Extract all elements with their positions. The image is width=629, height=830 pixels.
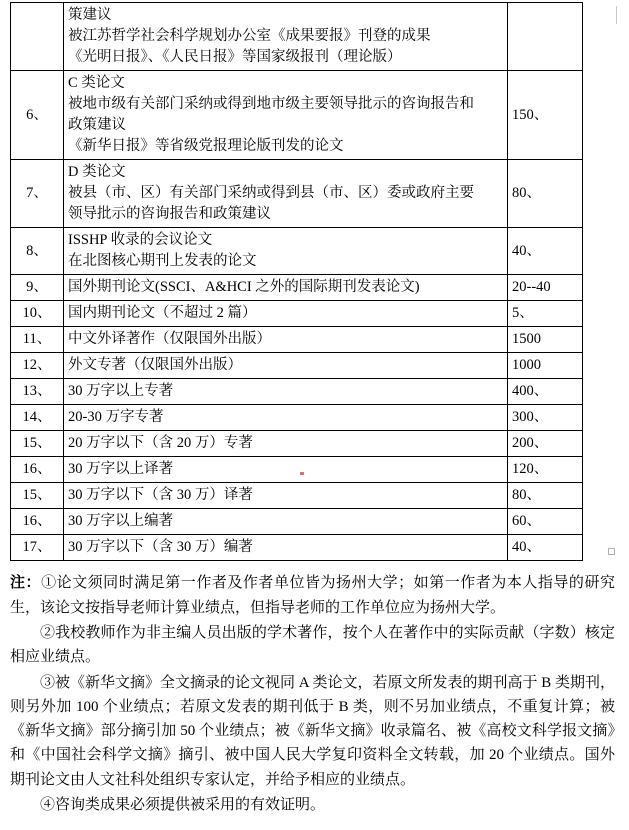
description-line: 领导批示的咨询报告和政策建议 [68, 206, 271, 223]
row-description [64, 327, 508, 353]
document-page [0, 2, 629, 830]
row-number: 11、 [11, 327, 64, 353]
table-row [11, 3, 583, 71]
description-line: 在北图核心期刊上发表的论文 [68, 253, 257, 270]
description-line: 被江苏哲学社会科学规划办公室《成果要报》刊登的成果 [68, 28, 431, 45]
row-description [64, 509, 508, 535]
note-item-3 [10, 671, 615, 792]
description-line: 30 万字以下（含 30 万）编著 [68, 539, 253, 556]
row-number: 14、 [11, 405, 64, 431]
row-score: 400、 [508, 379, 583, 405]
table-row [11, 301, 583, 327]
note-text: ①论文须同时满足第一作者及作者单位皆为扬州大学；如第一作者为本人指导的研究生，该论文按指导老师计算业绩点，但指导老师的工作单位应为扬州大学。 [10, 575, 615, 616]
scan-artifact-bottom [608, 548, 615, 555]
row-number: 16、 [11, 509, 64, 535]
table-row [11, 405, 583, 431]
row-description [64, 160, 508, 228]
row-description [64, 379, 508, 405]
row-number: 7、 [11, 160, 64, 228]
row-score: 80、 [508, 160, 583, 228]
description-line: 被县（市、区）有关部门采纳或得到县（市、区）委或政府主要 [68, 185, 474, 202]
description-line: 30 万字以下（含 30 万）译著 [68, 487, 253, 504]
table-row [11, 353, 583, 379]
row-number: 13、 [11, 379, 64, 405]
description-line: 20 万字以下（含 20 万）专著 [68, 435, 253, 452]
row-score: 1500 [508, 327, 583, 353]
note-item-1 [10, 571, 615, 620]
row-score: 80、 [508, 483, 583, 509]
description-line: 中文外译著作（仅限国外出版） [68, 331, 271, 348]
description-line: D 类论文 [68, 164, 126, 181]
table-row [11, 509, 583, 535]
note-item-2 [10, 621, 615, 670]
description-line: 30 万字以上专著 [68, 383, 174, 400]
table-row [11, 228, 583, 275]
row-number: 10、 [11, 301, 64, 327]
description-line: 《新华日报》等省级党报理论版刊发的论文 [68, 138, 344, 155]
description-line: C 类论文 [68, 75, 125, 92]
row-score: 150、 [508, 71, 583, 160]
note-text: ②我校教师作为非主编人员出版的学术著作，按个人在著作中的实际贡献（字数）核定相应业绩点。 [10, 624, 615, 666]
row-description [64, 353, 508, 379]
row-description [64, 457, 508, 483]
row-score: 40、 [508, 228, 583, 275]
row-number: 8、 [11, 228, 64, 275]
description-line: 被地市级有关部门采纳或得到地市级主要领导批示的咨询报告和 [68, 96, 474, 113]
row-number: 12、 [11, 353, 64, 379]
row-description [64, 483, 508, 509]
scan-artifact-red-dot [300, 472, 304, 475]
row-description [64, 431, 508, 457]
note-item-4 [10, 793, 615, 817]
table-row [11, 535, 583, 561]
row-description [64, 228, 508, 275]
scan-artifact-top [616, 6, 617, 24]
table-row [11, 275, 583, 301]
note-text: ③被《新华文摘》全文摘录的论文视同 A 类论文，若原文所发表的期刊高于 B 类期刊，则另外加 100 个业绩点；若原文发表的期刊低于 B 类，则不另加业绩点，不重复计算；被《新华文摘》部分摘引加 50 个业绩点；被《新华文摘》收录篇名、被《高校文科学报文摘》和《中国社会科学文摘》摘引、被中国人民大学复印资料全文转载，加 20 个业绩点。国外期刊论文由人文社科处组织专家认定，并给予相应的业绩点。 [10, 674, 616, 788]
row-score: 5、 [508, 301, 583, 327]
row-description [64, 71, 508, 160]
description-line: 20-30 万字专著 [68, 409, 164, 426]
row-score: 20--40 [508, 275, 583, 301]
row-description [64, 405, 508, 431]
row-score: 1000 [508, 353, 583, 379]
row-score [508, 3, 583, 71]
row-number: 15、 [11, 483, 64, 509]
table-row [11, 71, 583, 160]
row-description [64, 535, 508, 561]
description-line: 外文专著（仅限国外出版） [68, 357, 242, 374]
notes-label: 注： [10, 575, 42, 592]
table-row [11, 431, 583, 457]
table-row [11, 457, 583, 483]
notes-section [0, 571, 629, 817]
achievement-score-table [10, 2, 583, 561]
table-row [11, 483, 583, 509]
row-score: 200、 [508, 431, 583, 457]
row-number: 9、 [11, 275, 64, 301]
row-score: 60、 [508, 509, 583, 535]
description-line: 策建议 [68, 7, 112, 23]
row-number: 6、 [11, 71, 64, 160]
row-description [64, 301, 508, 327]
description-line: 国外期刊论文(SSCI、A&HCI 之外的国际期刊发表论文) [68, 279, 420, 296]
row-description [64, 275, 508, 301]
description-line: ISSHP 收录的会议论文 [68, 232, 213, 249]
row-number: 15、 [11, 431, 64, 457]
note-text: ④咨询类成果必须提供被采用的有效证明。 [40, 797, 326, 814]
row-score: 300、 [508, 405, 583, 431]
table-row [11, 327, 583, 353]
row-number: 16、 [11, 457, 64, 483]
description-line: 30 万字以上编著 [68, 513, 174, 530]
row-number: 17、 [11, 535, 64, 561]
row-score: 120、 [508, 457, 583, 483]
table-row [11, 160, 583, 228]
table-body [11, 3, 583, 561]
description-line: 政策建议 [68, 117, 126, 134]
row-score: 40、 [508, 535, 583, 561]
description-line: 30 万字以上译著 [68, 461, 174, 478]
table-row [11, 379, 583, 405]
description-line: 《光明日报》、《人民日报》等国家级报刊（理论版） [68, 49, 402, 66]
row-description [64, 3, 508, 71]
row-number [11, 3, 64, 71]
description-line: 国内期刊论文（不超过 2 篇） [68, 305, 257, 322]
